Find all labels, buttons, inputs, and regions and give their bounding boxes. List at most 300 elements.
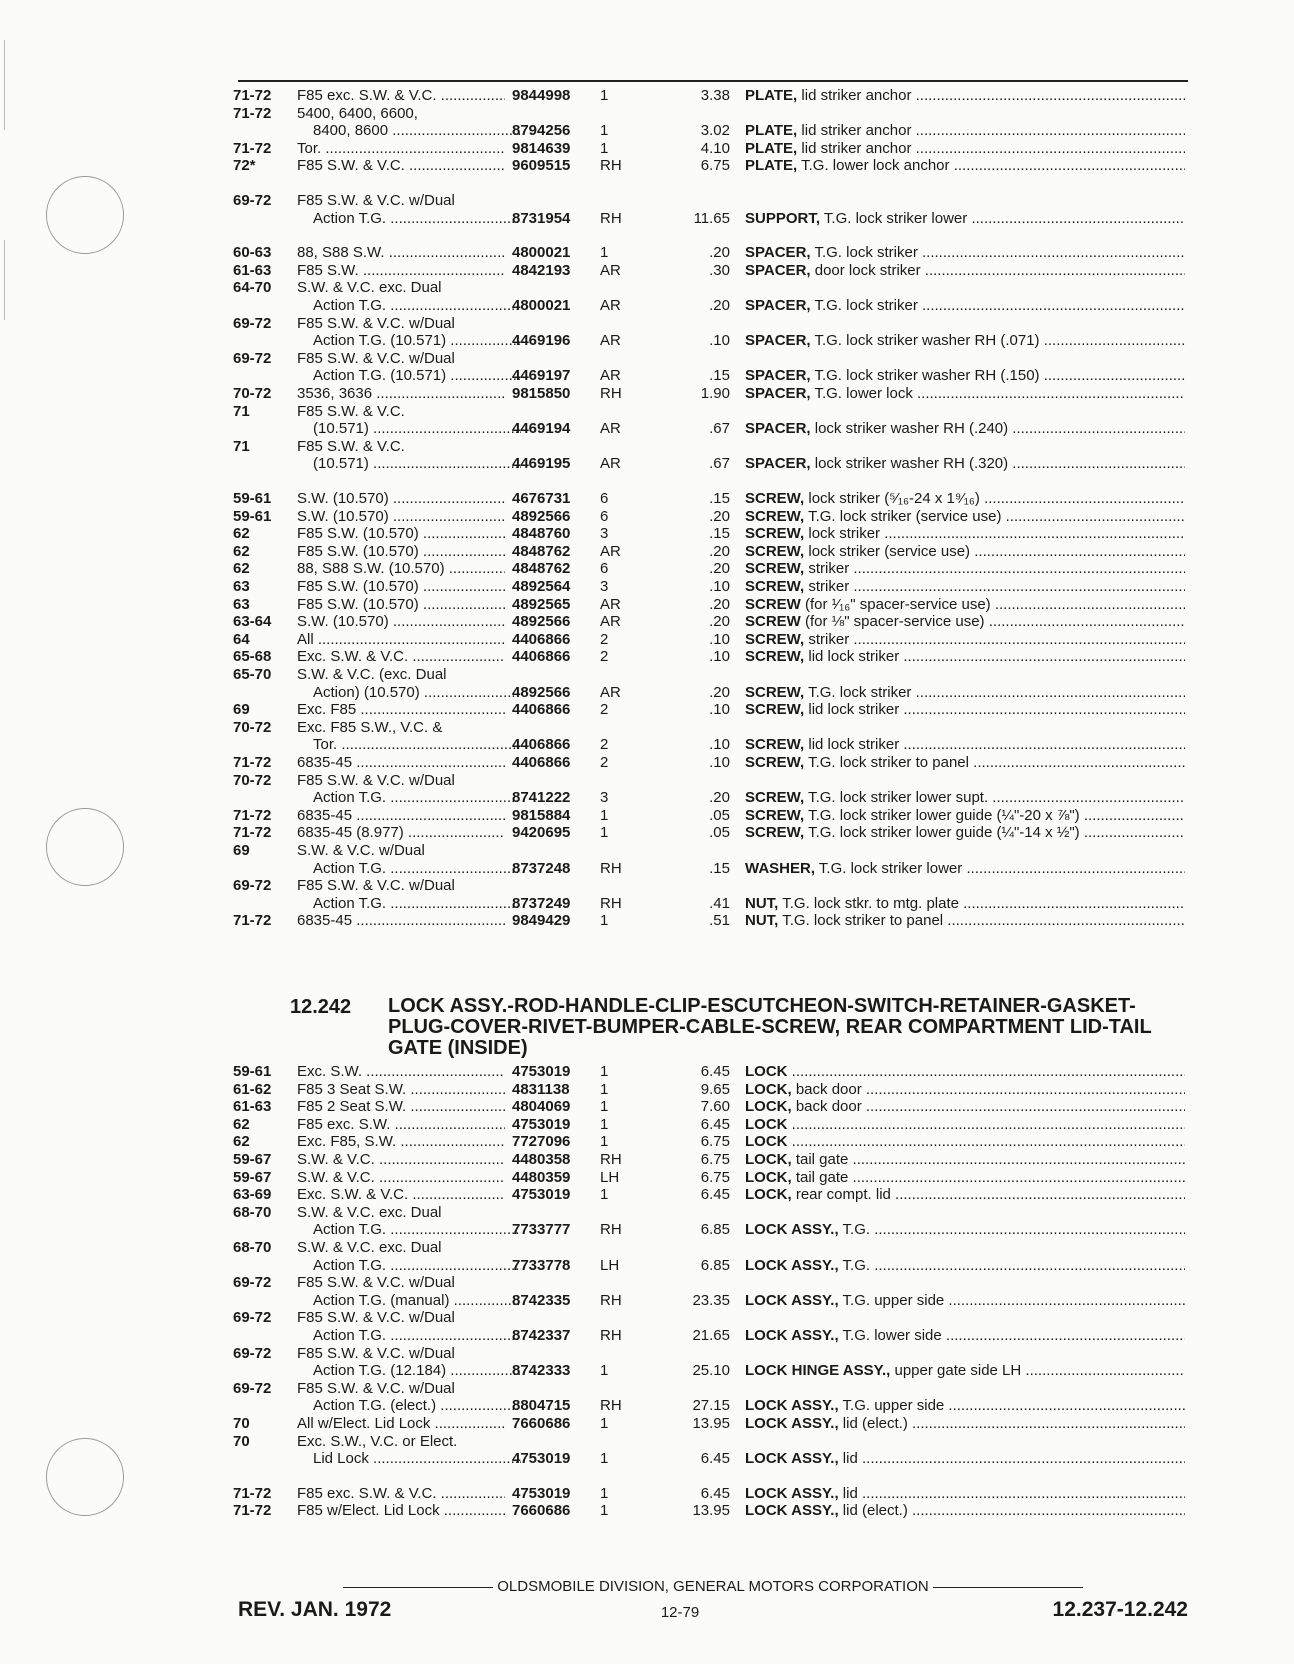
row-part-number: 4848762 xyxy=(512,542,571,560)
row-desc-text: T.G. lock striker lower xyxy=(820,209,968,227)
row-description xyxy=(745,700,1185,719)
row-desc-text: back door xyxy=(791,1098,862,1116)
table-row xyxy=(0,647,1294,666)
row-model: S.W. (10.570) ..... xyxy=(297,507,505,526)
row-description xyxy=(745,1256,1185,1275)
row-quantity: 6 xyxy=(600,490,609,507)
table-row xyxy=(0,1326,1294,1345)
row-part-number: 4753019 xyxy=(512,1115,571,1133)
row-noun: SPACER, xyxy=(745,385,811,402)
row-years: 65-70 xyxy=(233,666,272,683)
row-quantity: AR xyxy=(600,420,621,438)
row-model: Action) (10.570) ..... xyxy=(297,683,521,702)
row-desc-text: T.G. lower lock anchor xyxy=(797,157,950,175)
row-model: F85 w/Elect. Lid Lock ..... xyxy=(297,1501,505,1520)
row-noun: SCREW xyxy=(745,595,801,613)
row-desc-text: lid striker anchor xyxy=(797,122,912,140)
row-noun: LOCK ASSY., xyxy=(745,1415,839,1432)
row-desc-text: lid lock striker xyxy=(804,648,900,666)
row-noun: SPACER, xyxy=(745,367,811,385)
row-quantity: 1 xyxy=(600,1063,609,1080)
row-model: Lid Lock ..... xyxy=(297,1449,521,1468)
row-description xyxy=(745,788,1185,807)
row-price: .10 xyxy=(709,630,730,648)
row-part-number: 4406866 xyxy=(512,701,571,719)
row-part-number: 4848760 xyxy=(512,525,571,543)
row-price: 6.45 xyxy=(700,1450,730,1468)
row-desc-text: lid (elect.) xyxy=(838,1415,908,1432)
row-description xyxy=(745,121,1185,140)
row-years: 69-72 xyxy=(233,877,272,895)
row-part-number: 8742337 xyxy=(512,1327,571,1344)
row-description xyxy=(745,735,1185,754)
row-quantity: 1 xyxy=(600,1080,609,1098)
row-desc-text: lock striker (service use) xyxy=(804,542,971,560)
row-model: S.W. (10.570) ..... xyxy=(297,489,505,508)
row-part-number: 8794256 xyxy=(512,122,571,140)
row-model: Exc. S.W. ..... xyxy=(297,1062,505,1081)
row-noun: LOCK ASSY., xyxy=(745,1256,839,1274)
row-quantity: 1 xyxy=(600,1484,609,1502)
row-description xyxy=(745,683,1185,702)
row-quantity: RH xyxy=(600,1397,622,1415)
row-desc-text: T.G. lock striker lower xyxy=(815,859,963,877)
row-part-number: 9815850 xyxy=(512,385,571,402)
row-years: 64 xyxy=(233,630,250,648)
row-years: 63 xyxy=(233,595,250,613)
row-desc-text: T.G. lock striker xyxy=(810,297,918,314)
row-noun: SCREW, xyxy=(745,525,805,543)
row-quantity: 1 xyxy=(600,806,609,824)
row-quantity: RH xyxy=(600,209,622,227)
row-part-number: 9814639 xyxy=(512,139,571,157)
row-desc-text: lid striker anchor xyxy=(797,139,912,157)
row-model: F85 S.W. ..... xyxy=(297,261,505,280)
row-model: F85 S.W. (10.570) ..... xyxy=(297,595,505,614)
row-years: 59-67 xyxy=(233,1151,272,1168)
table-row xyxy=(0,595,1294,614)
row-years: 71-72 xyxy=(233,104,272,122)
row-part-number: 7733777 xyxy=(512,1221,571,1239)
table-row xyxy=(0,753,1294,772)
row-quantity: AR xyxy=(600,332,621,350)
table-row xyxy=(0,156,1294,175)
row-years: 71-72 xyxy=(233,87,272,104)
table-row xyxy=(0,507,1294,526)
row-noun: WASHER, xyxy=(745,859,816,877)
row-quantity: 1 xyxy=(600,1098,609,1116)
row-desc-text: lid lock striker xyxy=(804,701,900,719)
row-model: Action T.G. (manual) ..... xyxy=(297,1291,521,1310)
row-desc-text: T.G. xyxy=(838,1256,871,1274)
row-description xyxy=(745,156,1185,175)
row-model: F85 S.W. & V.C. xyxy=(297,437,405,455)
row-quantity: AR xyxy=(600,367,621,385)
row-description xyxy=(745,1185,1185,1204)
row-model: 3536, 3636 ..... xyxy=(297,384,505,403)
row-part-number: 4892566 xyxy=(512,613,571,631)
row-model: Exc. S.W. & V.C. ..... xyxy=(297,1185,505,1204)
row-part-number: 4892566 xyxy=(512,507,571,525)
row-model: F85 exc. S.W. & V.C. ..... xyxy=(297,1484,505,1503)
row-quantity: LH xyxy=(600,1168,620,1186)
row-desc-text: striker xyxy=(804,560,850,578)
row-years: 62 xyxy=(233,560,250,578)
table-row xyxy=(0,1220,1294,1239)
row-noun: NUT, xyxy=(745,912,779,930)
row-noun: PLATE, xyxy=(745,139,798,157)
table-row xyxy=(0,1449,1294,1468)
row-description xyxy=(745,1080,1185,1099)
row-desc-text: T.G. lock stkr. to mtg. plate xyxy=(778,894,959,912)
row-noun: LOCK, xyxy=(745,1098,792,1116)
table-row xyxy=(0,1238,1294,1257)
row-quantity: RH xyxy=(600,157,622,175)
row-model: F85 3 Seat S.W. ..... xyxy=(297,1080,505,1099)
table-row xyxy=(0,577,1294,596)
row-years: 71-72 xyxy=(233,139,272,157)
row-model: F85 S.W. & V.C. xyxy=(297,402,405,420)
table-row xyxy=(0,735,1294,754)
table-row xyxy=(0,771,1294,790)
table-row xyxy=(0,1203,1294,1222)
row-model: 6835-45 ..... xyxy=(297,911,505,930)
row-description xyxy=(745,1062,1185,1081)
row-years: 61-63 xyxy=(233,1098,272,1116)
row-price: .15 xyxy=(709,367,730,385)
row-model: 88, S88 S.W. ..... xyxy=(297,243,505,262)
row-price: .20 xyxy=(709,507,730,525)
row-noun: LOCK xyxy=(745,1063,788,1080)
row-years: 59-61 xyxy=(233,1063,272,1080)
footer-page-number: 12-79 xyxy=(660,1604,700,1621)
row-model: Action T.G. (10.571) ..... xyxy=(297,331,521,350)
table-row xyxy=(0,1256,1294,1275)
row-price: 13.95 xyxy=(692,1502,730,1520)
row-years: 70-72 xyxy=(233,771,272,789)
row-part-number: 7660686 xyxy=(512,1415,571,1432)
row-part-number: 4469195 xyxy=(512,455,571,473)
table-row xyxy=(0,1432,1294,1451)
row-model: 88, S88 S.W. (10.570) ..... xyxy=(297,559,505,578)
table-row xyxy=(0,859,1294,878)
row-noun: SCREW, xyxy=(745,754,805,771)
row-model: F85 S.W. & V.C. w/Dual xyxy=(297,314,455,332)
row-model: F85 S.W. (10.570) ..... xyxy=(297,524,505,543)
table-row xyxy=(0,1273,1294,1292)
row-price: 6.45 xyxy=(700,1115,730,1133)
row-desc-text: (for ¹⁄₁₆" spacer-service use) xyxy=(800,595,991,613)
row-quantity: 3 xyxy=(600,525,609,543)
table-row xyxy=(0,1308,1294,1327)
row-part-number: 4753019 xyxy=(512,1484,571,1502)
row-model: S.W. & V.C. ..... xyxy=(297,1168,505,1187)
row-noun: SCREW, xyxy=(745,683,805,701)
row-noun: LOCK xyxy=(745,1115,788,1133)
row-quantity: 1 xyxy=(600,1450,609,1468)
table-row xyxy=(0,1344,1294,1363)
row-noun: LOCK ASSY., xyxy=(745,1484,839,1502)
row-price: .10 xyxy=(709,648,730,666)
row-quantity: 3 xyxy=(600,578,609,595)
row-price: .41 xyxy=(709,894,730,912)
row-quantity: RH xyxy=(600,385,622,402)
row-quantity: RH xyxy=(600,1151,622,1168)
row-desc-text: (for ⅛" spacer-service use) xyxy=(800,613,985,631)
row-model: F85 S.W. & V.C. w/Dual xyxy=(297,192,455,209)
row-price: 6.45 xyxy=(700,1484,730,1502)
row-years: 69-72 xyxy=(233,1344,272,1362)
row-model: S.W. & V.C. exc. Dual xyxy=(297,1203,442,1221)
row-description xyxy=(745,139,1185,158)
row-desc-text: lock striker xyxy=(804,525,881,543)
row-description xyxy=(745,612,1185,631)
row-description xyxy=(745,1150,1185,1169)
row-price: .20 xyxy=(709,613,730,631)
row-years: 69-72 xyxy=(233,1274,272,1292)
row-quantity: 3 xyxy=(600,789,609,807)
row-quantity: 6 xyxy=(600,507,609,525)
row-quantity: 1 xyxy=(600,122,609,140)
table-row xyxy=(0,243,1294,262)
row-years: 69 xyxy=(233,701,250,719)
row-noun: SCREW, xyxy=(745,736,805,754)
row-price: .20 xyxy=(709,297,730,314)
row-model: F85 S.W. & V.C. ..... xyxy=(297,156,505,175)
row-desc-text: T.G. lock striker lower guide (¼"-20 x ⅞") xyxy=(804,806,1080,824)
row-noun: SPACER, xyxy=(745,261,811,279)
row-description xyxy=(745,630,1185,649)
row-model: 6835-45 (8.977) ..... xyxy=(297,823,505,842)
row-noun: LOCK ASSY., xyxy=(745,1327,839,1344)
row-noun: SCREW, xyxy=(745,701,805,719)
row-desc-text: rear compt. lid xyxy=(791,1186,891,1204)
row-noun: SCREW, xyxy=(745,490,805,507)
row-description xyxy=(745,454,1185,473)
row-desc-text: tail gate xyxy=(791,1168,849,1186)
row-description xyxy=(745,559,1185,578)
row-price: .15 xyxy=(709,490,730,507)
table-row xyxy=(0,139,1294,158)
section-number: 12.242 xyxy=(290,996,352,1018)
row-price: .20 xyxy=(709,595,730,613)
row-price: .20 xyxy=(709,683,730,701)
row-quantity: 1 xyxy=(600,244,609,262)
row-years: 62 xyxy=(233,1115,250,1133)
row-price: .05 xyxy=(709,824,730,842)
row-price: 6.75 xyxy=(700,1133,730,1151)
row-part-number: 9609515 xyxy=(512,157,571,175)
row-noun: SPACER, xyxy=(745,420,811,438)
row-years: 61-63 xyxy=(233,261,272,279)
row-desc-text: back door xyxy=(791,1080,862,1098)
row-years: 63 xyxy=(233,578,250,595)
table-row xyxy=(0,1097,1294,1116)
table-row xyxy=(0,314,1294,333)
row-description xyxy=(745,1414,1185,1433)
table-row xyxy=(0,700,1294,719)
row-quantity: RH xyxy=(600,1221,622,1239)
row-description xyxy=(745,577,1185,596)
table-row xyxy=(0,349,1294,368)
row-quantity: 2 xyxy=(600,630,609,648)
row-model: 5400, 6400, 6600, xyxy=(297,104,418,122)
table-row xyxy=(0,121,1294,140)
table-row xyxy=(0,524,1294,543)
row-model: F85 S.W. (10.570) ..... xyxy=(297,577,505,596)
row-noun: SPACER, xyxy=(745,244,811,262)
table-row xyxy=(0,823,1294,842)
table-row xyxy=(0,489,1294,508)
row-description xyxy=(745,1449,1185,1468)
row-desc-text: T.G. lock striker to panel xyxy=(778,912,944,930)
row-description xyxy=(745,1115,1185,1134)
table-row xyxy=(0,1132,1294,1151)
row-quantity: RH xyxy=(600,894,622,912)
row-model: F85 S.W. & V.C. w/Dual xyxy=(297,349,455,367)
row-price: 7.60 xyxy=(700,1098,730,1116)
row-noun: LOCK HINGE ASSY., xyxy=(745,1362,891,1380)
row-years: 71 xyxy=(233,437,250,455)
row-noun: PLATE, xyxy=(745,87,798,104)
row-quantity: 1 xyxy=(600,1362,609,1380)
row-noun: SCREW xyxy=(745,613,801,631)
row-part-number: 8804715 xyxy=(512,1397,571,1415)
row-price: .51 xyxy=(709,912,730,930)
row-years: 62 xyxy=(233,525,250,543)
row-years: 71-72 xyxy=(233,912,272,930)
row-quantity: 2 xyxy=(600,736,609,754)
row-years: 63-64 xyxy=(233,613,272,631)
row-price: 25.10 xyxy=(692,1362,730,1380)
row-quantity: 2 xyxy=(600,701,609,719)
row-quantity: AR xyxy=(600,595,621,613)
row-price: .20 xyxy=(709,789,730,807)
table-row xyxy=(0,683,1294,702)
row-model: S.W. (10.570) ..... xyxy=(297,612,505,631)
row-model: F85 S.W. (10.570) ..... xyxy=(297,542,505,561)
row-description xyxy=(745,86,1185,105)
row-part-number: 4406866 xyxy=(512,754,571,771)
row-years: 71 xyxy=(233,402,250,420)
row-desc-text: lock striker washer RH (.320) xyxy=(810,455,1009,473)
table-row xyxy=(0,331,1294,350)
table-row xyxy=(0,1396,1294,1415)
table-row xyxy=(0,104,1294,123)
row-desc-text: striker xyxy=(804,578,850,595)
row-quantity: RH xyxy=(600,859,622,877)
table-row xyxy=(0,278,1294,297)
table-row xyxy=(0,788,1294,807)
footer-division xyxy=(238,1578,1188,1595)
row-description xyxy=(745,1326,1185,1345)
table-row xyxy=(0,296,1294,315)
row-description xyxy=(745,806,1185,825)
row-desc-text: tail gate xyxy=(791,1151,849,1168)
row-desc-text: T.G. xyxy=(838,1221,871,1239)
row-description xyxy=(745,243,1185,262)
row-quantity: RH xyxy=(600,1327,622,1344)
row-quantity: AR xyxy=(600,455,621,473)
row-model: Tor. ..... xyxy=(297,139,505,158)
row-years: 62 xyxy=(233,542,250,560)
row-part-number: 4892566 xyxy=(512,683,571,701)
row-years: 72* xyxy=(233,157,256,175)
row-desc-text: T.G. lower side xyxy=(838,1327,942,1344)
row-model: 6835-45 ..... xyxy=(297,753,505,772)
table-row xyxy=(0,191,1294,210)
row-years: 64-70 xyxy=(233,279,272,297)
table-row xyxy=(0,911,1294,930)
row-part-number: 4892564 xyxy=(512,578,571,595)
row-part-number: 8742333 xyxy=(512,1362,571,1380)
row-part-number: 4406866 xyxy=(512,630,571,648)
row-price: 3.38 xyxy=(700,87,730,104)
row-desc-text: upper gate side LH xyxy=(890,1362,1022,1380)
row-model: S.W. & V.C. (exc. Dual xyxy=(297,666,447,683)
row-price: .15 xyxy=(709,859,730,877)
row-model: 8400, 8600 ..... xyxy=(297,121,521,140)
row-noun: PLATE, xyxy=(745,157,798,175)
row-price: .20 xyxy=(709,244,730,262)
row-desc-text: lock striker washer RH (.240) xyxy=(810,420,1009,438)
row-model: S.W. & V.C. exc. Dual xyxy=(297,1239,442,1256)
row-price: 21.65 xyxy=(692,1327,730,1344)
table-row xyxy=(0,806,1294,825)
row-quantity: 1 xyxy=(600,1133,609,1151)
row-part-number: 4469194 xyxy=(512,420,571,438)
row-part-number: 4753019 xyxy=(512,1186,571,1204)
row-model: F85 2 Seat S.W. ..... xyxy=(297,1097,505,1116)
table-row xyxy=(0,384,1294,403)
row-desc-text: T.G. lower lock xyxy=(810,385,913,402)
row-description xyxy=(745,1168,1185,1187)
table-row xyxy=(0,542,1294,561)
row-years: 69-72 xyxy=(233,192,272,209)
row-desc-text: T.G. upper side xyxy=(838,1397,945,1415)
row-part-number: 9849429 xyxy=(512,912,571,930)
row-description xyxy=(745,384,1185,403)
row-noun: SPACER, xyxy=(745,455,811,473)
row-years: 61-62 xyxy=(233,1080,272,1098)
row-price: .10 xyxy=(709,754,730,771)
table-row xyxy=(0,841,1294,860)
row-model: Action T.G. ..... xyxy=(297,859,521,878)
row-noun: SCREW, xyxy=(745,648,805,666)
row-years: 70 xyxy=(233,1432,250,1450)
footer-section-range: 12.237-12.242 xyxy=(1052,1598,1188,1621)
row-quantity: AR xyxy=(600,613,621,631)
row-quantity: 1 xyxy=(600,139,609,157)
row-model: All ..... xyxy=(297,630,505,649)
row-part-number: 4842193 xyxy=(512,261,571,279)
row-description xyxy=(745,296,1185,315)
row-model: Exc. S.W., V.C. or Elect. xyxy=(297,1432,458,1450)
row-part-number: 4753019 xyxy=(512,1450,571,1468)
row-quantity: 1 xyxy=(600,1415,609,1432)
table-row xyxy=(0,894,1294,913)
row-desc-text: T.G. lock striker to panel xyxy=(804,754,969,771)
row-years: 68-70 xyxy=(233,1203,272,1221)
row-part-number: 4804069 xyxy=(512,1098,571,1116)
row-quantity: 1 xyxy=(600,87,609,104)
row-price: .10 xyxy=(709,578,730,595)
row-price: .10 xyxy=(709,701,730,719)
row-price: 6.45 xyxy=(700,1063,730,1080)
row-desc-text: lock striker (⁵⁄₁₆-24 x 1⁹⁄₁₆) xyxy=(804,490,980,507)
row-description xyxy=(745,894,1185,913)
row-quantity: LH xyxy=(600,1256,620,1274)
